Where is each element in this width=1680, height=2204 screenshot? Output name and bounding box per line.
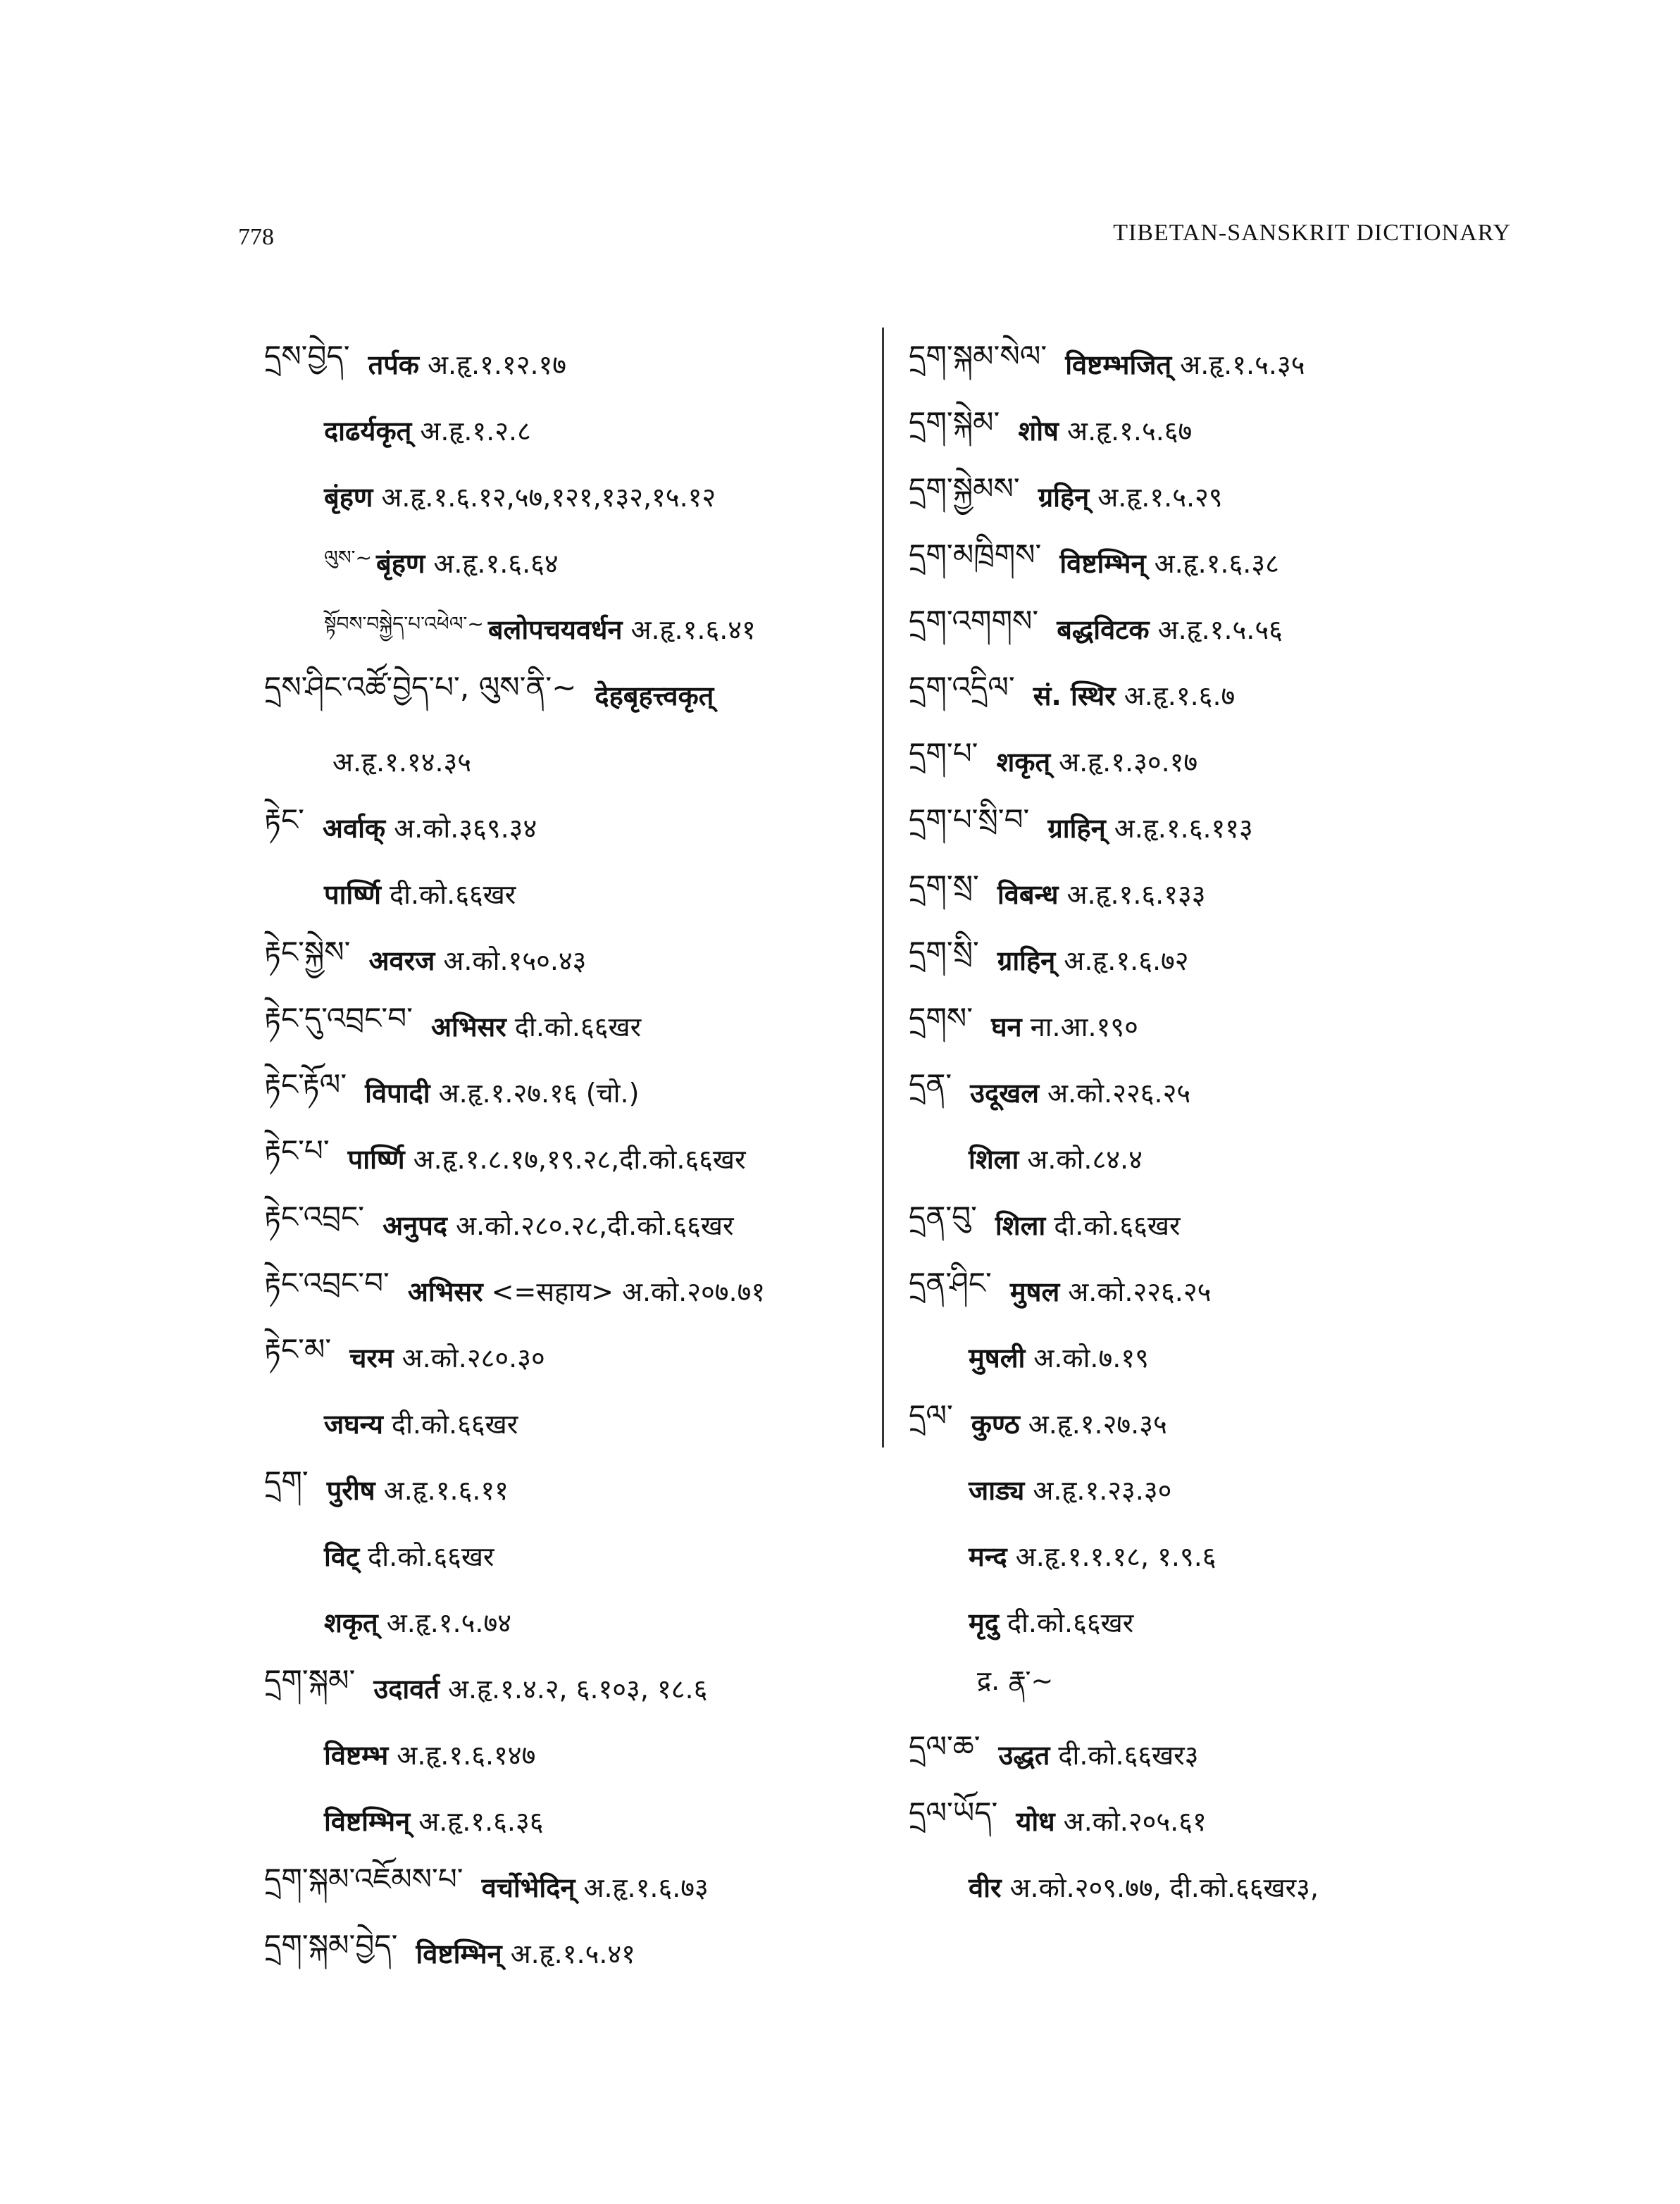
dictionary-entry bbox=[909, 1258, 1486, 1324]
left-column bbox=[264, 331, 870, 1986]
source-reference: अ.हृ.१.६.३६ bbox=[418, 1806, 544, 1837]
tibetan-headword: དྲག་སྐམ་སེལ་ bbox=[909, 338, 1047, 373]
running-head: TIBETAN-SANSKRIT DICTIONARY bbox=[1113, 220, 1511, 246]
tibetan-headword: དྲན་ bbox=[909, 1066, 952, 1102]
source-reference: अ.हृ.१.६.११ bbox=[383, 1475, 509, 1506]
dictionary-entry bbox=[264, 1854, 870, 1920]
source-reference: अ.को.८४.४ bbox=[1027, 1144, 1143, 1175]
tibetan-headword: རྟེང་དུ་འབྲང་བ་ bbox=[264, 1000, 413, 1035]
dictionary-entry bbox=[264, 1258, 870, 1324]
tibetan-headword: དྲག་སྐྱེམས་ bbox=[909, 471, 1020, 506]
sanskrit-equivalent: शकृत् bbox=[996, 747, 1051, 778]
dictionary-entry bbox=[909, 1854, 1486, 1920]
dictionary-entry bbox=[264, 861, 870, 927]
tibetan-headword: དྲག་སྲི་ bbox=[909, 934, 979, 969]
sanskrit-equivalent: शिला bbox=[995, 1210, 1046, 1241]
tibetan-headword: དྲག་སྐམ་བྱེད་ bbox=[264, 1927, 398, 1962]
dictionary-entry bbox=[264, 1722, 870, 1788]
sanskrit-equivalent: बृंहण bbox=[324, 482, 373, 513]
column-divider bbox=[882, 328, 884, 1447]
source-reference: अ.हृ.१.५.५६ bbox=[1157, 614, 1283, 645]
source-reference: अ.को.२२६.२५ bbox=[1047, 1078, 1191, 1109]
sanskrit-equivalent: पार्ष्णि bbox=[347, 1144, 405, 1175]
dictionary-entry bbox=[264, 1390, 870, 1457]
source-reference: अ.हृ.१.६.६४ bbox=[433, 548, 559, 579]
source-reference: अ.को.२०९.७७, दी.को.६६खर३, bbox=[1009, 1872, 1319, 1903]
source-reference: द्र. རྣ་~ bbox=[977, 1664, 1054, 1696]
sanskrit-equivalent: शोष bbox=[1018, 416, 1059, 447]
sanskrit-equivalent: उदावर्त bbox=[373, 1674, 440, 1705]
source-reference: ना.आ.१९० bbox=[1030, 1011, 1138, 1042]
source-reference: अ.हृ.१.५.४१ bbox=[510, 1938, 635, 1969]
dictionary-entry bbox=[264, 1523, 870, 1589]
source-reference: अ.हृ.१.५.७४ bbox=[386, 1607, 511, 1638]
sanskrit-equivalent: मुषल bbox=[1009, 1276, 1060, 1307]
dictionary-entry bbox=[264, 1059, 870, 1126]
tibetan-headword: ལུས་~ bbox=[324, 545, 373, 569]
sanskrit-equivalent: मृदु bbox=[969, 1607, 999, 1638]
source-reference: अ.हृ.१.६.३८ bbox=[1154, 548, 1279, 579]
sanskrit-equivalent: मुषली bbox=[969, 1343, 1026, 1374]
dictionary-entry bbox=[264, 662, 870, 728]
sanskrit-equivalent: विष्टम्भजित् bbox=[1065, 349, 1172, 380]
tibetan-headword: དྲལ་ཡོད་ bbox=[909, 1795, 998, 1830]
source-reference: अ.हृ.१.१.१८, १.९.६ bbox=[1015, 1541, 1217, 1572]
tibetan-headword: དྲག་འདྲིལ་ bbox=[909, 669, 1015, 704]
dictionary-entry bbox=[909, 1788, 1486, 1854]
sanskrit-equivalent: मन्द bbox=[969, 1541, 1007, 1572]
tibetan-headword: རྟེང་འབྲང་ bbox=[264, 1199, 365, 1234]
tibetan-headword: རྟེང་པ་ bbox=[264, 1133, 330, 1168]
sanskrit-equivalent: बृंहण bbox=[376, 548, 425, 579]
dictionary-entry bbox=[909, 861, 1486, 927]
dictionary-entry bbox=[909, 1457, 1486, 1523]
sanskrit-equivalent: शिला bbox=[969, 1144, 1019, 1175]
sanskrit-equivalent: ग्रहिन् bbox=[1038, 482, 1090, 513]
tibetan-headword: དྲག་སྐེམ་ bbox=[909, 404, 1000, 440]
dictionary-entry bbox=[909, 397, 1486, 463]
source-reference: <=सहाय> अ.को.२०७.७१ bbox=[491, 1276, 766, 1307]
dictionary-entry bbox=[264, 596, 870, 662]
page-number: 778 bbox=[238, 224, 274, 250]
dictionary-entry bbox=[909, 993, 1486, 1059]
dictionary-entry bbox=[264, 795, 870, 861]
sanskrit-equivalent: कुण्ठ bbox=[971, 1409, 1020, 1440]
dictionary-entry bbox=[264, 1589, 870, 1655]
sanskrit-equivalent: ग्राहिन् bbox=[997, 945, 1056, 976]
source-reference: अ.हृ.१.६.७२ bbox=[1064, 945, 1189, 976]
dictionary-entry bbox=[264, 1457, 870, 1523]
sanskrit-equivalent: अर्वाक् bbox=[322, 813, 386, 844]
source-reference: अ.को.२८०.२८,दी.को.६६खर bbox=[455, 1210, 734, 1241]
source-reference: दी.को.६६खर bbox=[389, 879, 516, 910]
source-reference: अ.को.२८०.३० bbox=[402, 1343, 545, 1374]
tibetan-headword: དྲས་བྱེད་ bbox=[264, 338, 350, 373]
source-reference: अ.को.१५०.४३ bbox=[443, 945, 587, 976]
sanskrit-equivalent: वर्चोभेदिन् bbox=[481, 1872, 575, 1903]
tibetan-headword: དྲན་བུ་ bbox=[909, 1199, 977, 1234]
sanskrit-equivalent: अभिसर bbox=[407, 1276, 483, 1307]
dictionary-entry bbox=[909, 1589, 1486, 1655]
source-reference: अ.को.२०५.६१ bbox=[1063, 1806, 1207, 1837]
dictionary-entry bbox=[909, 795, 1486, 861]
source-reference: अ.हृ.१.२७.१६ (चो.) bbox=[438, 1078, 640, 1109]
source-reference: अ.को.२२६.२५ bbox=[1068, 1276, 1212, 1307]
sanskrit-equivalent: जघन्य bbox=[324, 1409, 383, 1440]
dictionary-entry bbox=[264, 463, 870, 530]
sanskrit-equivalent: पुरीष bbox=[326, 1475, 375, 1506]
tibetan-headword: དྲས་ཤིང་འཚོ་བྱེད་པ་, ལུས་ནི་~ bbox=[264, 669, 577, 704]
sanskrit-equivalent: अनुपद bbox=[382, 1210, 447, 1241]
source-reference: अ.हृ.१.३०.१७ bbox=[1059, 747, 1198, 778]
sanskrit-equivalent: बद्धविटक bbox=[1057, 614, 1150, 645]
source-reference: अ.हृ.१.१४.३५ bbox=[332, 747, 472, 778]
source-reference: अ.हृ.१.२३.३० bbox=[1033, 1475, 1172, 1506]
source-reference: अ.हृ.१.५.२९ bbox=[1097, 482, 1223, 513]
source-reference: अ.हृ.१.४.२, ६.१०३, १८.६ bbox=[448, 1674, 708, 1705]
sanskrit-equivalent: अभिसर bbox=[430, 1011, 506, 1042]
tibetan-headword: དྲག་ bbox=[264, 1464, 309, 1499]
dictionary-entry bbox=[909, 1324, 1486, 1390]
dictionary-entry bbox=[909, 662, 1486, 728]
sanskrit-equivalent: विबन्ध bbox=[997, 879, 1059, 910]
source-reference: अ.हृ.१.२७.३५ bbox=[1028, 1409, 1167, 1440]
sanskrit-equivalent: ग्राहिन् bbox=[1047, 813, 1106, 844]
sanskrit-equivalent: विष्टम्भिन् bbox=[416, 1938, 502, 1969]
source-reference: अ.हृ.१.६.१२,५७,१२१,१३२,१५.१२ bbox=[381, 482, 716, 513]
tibetan-headword: དྲག་པ་ bbox=[909, 735, 978, 771]
source-reference: दी.को.६६खर bbox=[514, 1011, 642, 1042]
dictionary-entry bbox=[264, 530, 870, 596]
sanskrit-equivalent: उद्धत bbox=[998, 1740, 1050, 1771]
tibetan-headword: དྲགས་ bbox=[909, 1000, 973, 1035]
sanskrit-equivalent: विष्टम्भिन् bbox=[1059, 548, 1146, 579]
tibetan-headword: དྲག་སྐམ་ bbox=[264, 1662, 356, 1698]
sanskrit-equivalent: विपादी bbox=[365, 1078, 430, 1109]
source-reference: दी.को.६६खर३ bbox=[1058, 1740, 1199, 1771]
sanskrit-equivalent: विट् bbox=[324, 1541, 360, 1572]
dictionary-entry bbox=[909, 463, 1486, 530]
dictionary-entry bbox=[909, 1722, 1486, 1788]
dictionary-entry bbox=[264, 397, 870, 463]
source-reference: अ.हृ.१.६.१४७ bbox=[397, 1740, 536, 1771]
tibetan-headword: རྟེང་སྐྱེས་ bbox=[264, 934, 351, 969]
source-reference: अ.हृ.१.६.४१ bbox=[630, 614, 756, 645]
tibetan-headword: དྲག་མཁྲིགས་ bbox=[909, 537, 1042, 572]
source-reference: अ.को.३६९.३४ bbox=[394, 813, 537, 844]
dictionary-entry bbox=[909, 1655, 1486, 1722]
dictionary-entry bbox=[264, 331, 870, 397]
dictionary-entry bbox=[264, 993, 870, 1059]
sanskrit-equivalent: योध bbox=[1016, 1806, 1055, 1837]
dictionary-entry bbox=[264, 1920, 870, 1986]
source-reference: अ.हृ.१.५.६७ bbox=[1067, 416, 1193, 447]
sanskrit-equivalent: अवरज bbox=[368, 945, 435, 976]
tibetan-headword: དྲག་སྐམ་འཇོམས་པ་ bbox=[264, 1861, 463, 1896]
tibetan-headword: དྲལ་ཆ་ bbox=[909, 1729, 981, 1764]
tibetan-headword: དྲལ་ bbox=[909, 1397, 953, 1433]
dictionary-entry bbox=[909, 927, 1486, 993]
source-reference: दी.को.६६खर bbox=[1054, 1210, 1181, 1241]
sanskrit-equivalent: विष्टम्भिन् bbox=[324, 1806, 411, 1837]
tibetan-headword: དྲན་ཤིང་ bbox=[909, 1265, 992, 1300]
dictionary-entry bbox=[909, 728, 1486, 795]
dictionary-entry bbox=[909, 1390, 1486, 1457]
sanskrit-equivalent: चरम bbox=[349, 1343, 394, 1374]
sanskrit-equivalent: जाड्य bbox=[969, 1475, 1025, 1506]
sanskrit-equivalent: बलोपचयवर्धन bbox=[487, 614, 623, 645]
dictionary-entry bbox=[909, 331, 1486, 397]
dictionary-entry bbox=[264, 1655, 870, 1722]
dictionary-entry bbox=[264, 1126, 870, 1192]
source-reference: अ.हृ.१.१२.१७ bbox=[428, 349, 567, 380]
sanskrit-equivalent: सं. स्थिर bbox=[1033, 680, 1116, 711]
source-reference: अ.हृ.१.५.३५ bbox=[1180, 349, 1305, 380]
sanskrit-equivalent: वीर bbox=[969, 1872, 1002, 1903]
dictionary-entry bbox=[909, 1523, 1486, 1589]
tibetan-headword: དྲག་འགགས་ bbox=[909, 603, 1039, 638]
dictionary-entry bbox=[264, 927, 870, 993]
tibetan-headword: དྲག་པ་སྲི་བ་ bbox=[909, 802, 1030, 837]
dictionary-entry bbox=[264, 1788, 870, 1854]
dictionary-entry bbox=[909, 530, 1486, 596]
right-column bbox=[909, 331, 1486, 1920]
tibetan-headword: སྟོབས་བསྐྱེད་པ་འཕེལ་~ bbox=[324, 611, 484, 635]
source-reference: अ.हृ.१.२.८ bbox=[420, 416, 531, 447]
dictionary-entry bbox=[264, 1192, 870, 1258]
tibetan-headword: རྟེང་ bbox=[264, 802, 304, 837]
tibetan-headword: དྲག་སྲ་ bbox=[909, 868, 979, 903]
sanskrit-equivalent: तर्पक bbox=[368, 349, 419, 380]
source-reference: दी.को.६६खर bbox=[391, 1409, 518, 1440]
source-reference: अ.हृ.१.६.७ bbox=[1124, 680, 1236, 711]
tibetan-headword: རྟེང་འབྲང་བ་ bbox=[264, 1265, 390, 1300]
source-reference: अ.हृ.१.६.११३ bbox=[1114, 813, 1253, 844]
sanskrit-equivalent: दाढर्यकृत् bbox=[324, 416, 412, 447]
dictionary-entry bbox=[909, 1192, 1486, 1258]
sanskrit-equivalent: विष्टम्भ bbox=[324, 1740, 389, 1771]
dictionary-entry bbox=[264, 1324, 870, 1390]
tibetan-headword: རྟེང་མ་ bbox=[264, 1331, 332, 1366]
source-reference: अ.हृ.१.६.१३३ bbox=[1066, 879, 1206, 910]
dictionary-entry bbox=[909, 1126, 1486, 1192]
tibetan-headword: རྟེང་རྟོལ་ bbox=[264, 1066, 347, 1102]
sanskrit-equivalent: देहबृहत्त्वकृत् bbox=[595, 680, 714, 711]
source-reference: अ.को.७.१९ bbox=[1033, 1343, 1149, 1374]
sanskrit-equivalent: घन bbox=[991, 1011, 1022, 1042]
source-reference: अ.हृ.१.६.७३ bbox=[583, 1872, 709, 1903]
sanskrit-equivalent: शकृत् bbox=[324, 1607, 378, 1638]
source-reference: दी.को.६६खर bbox=[368, 1541, 494, 1572]
source-reference: दी.को.६६खर bbox=[1007, 1607, 1134, 1638]
dictionary-entry bbox=[909, 596, 1486, 662]
source-reference: अ.हृ.१.८.१७,१९.२८,दी.को.६६खर bbox=[413, 1144, 746, 1175]
dictionary-entry bbox=[909, 1059, 1486, 1126]
dictionary-entry bbox=[264, 728, 870, 795]
sanskrit-equivalent: पार्ष्णि bbox=[324, 879, 381, 910]
sanskrit-equivalent: उदूखल bbox=[970, 1078, 1040, 1109]
